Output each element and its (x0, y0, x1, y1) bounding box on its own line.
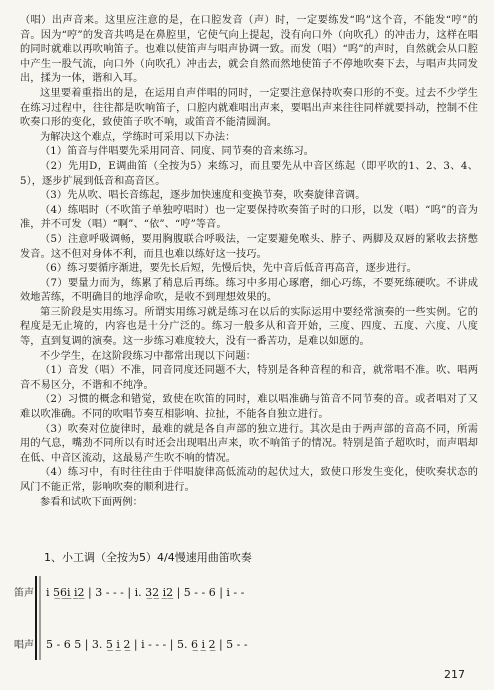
list-item: （7）要量力而为，练累了稍息后再练。练习中多用心琢磨，细心巧练，不要死练硬吹。不讲成效地苦练，不明确目的地浮命吹，是收不到理想效果的。 (20, 277, 478, 304)
example-title: 1、小工调（全按为5）4/4慢速用曲笛吹奏 (44, 551, 252, 564)
list-item: （2）习惯的概念和错觉，致使在吹笛的同时，难以唱准确与笛音不同节奏的音。或者唱对了又难以吹准确。不同的吹唱节奏互相影响、拉扯，不能各自独立进行。 (20, 394, 478, 421)
list-item: （1）音发（唱）不准，同音同度还同题不大，特别是各种音程的和音，就常唱不准。吹、唱两音不易区分，不谐和不纯净。 (20, 365, 478, 391)
paragraph: 参看和试吹下面两例： (40, 496, 143, 508)
list-item: （4）练唱时（不吹笛子单独哼唱时）也一定要保持吹奏笛子时的口形，以发（唱）“呜”的音为准，并不可发（唱）“啊”、“依”、“哼”等音。 (20, 204, 478, 231)
list-item: （2）先用D，E调曲笛（全按为5）来练习，而且要先从中音区练起（即平吹的1、2、3、4、5），逐步扩展到低音和高音区。 (20, 160, 478, 187)
list-item: （4）练习中，有时往往由于伴唱旋律高低流动的起伏过大，致使口形发生变化，使吹奏状态的风门不能正常，影响吹奏的顺利进行。 (20, 467, 478, 493)
list-item: （3）吹奏对位旋律时，最难的就是各自声部的独立进行。其次是由于两声部的音高不同，所需用的气息，嘴劲不同所以有时还会出现唱出声来，吹不响笛子的情况。特别是笛子超吹时，而声唱却在低、中音区流动，这最易产生吹不响的情况。 (20, 423, 478, 464)
paragraph: 第三阶段是实用练习。所谓实用练习就是练习在以后的实际运用中要经常演奏的一些实例。它的程度是无止境的，内容也是十分广泛的。练习一般多从和音开始，三度、四度、五度、六度、八度等，直到复调的演奏。这一步练习难度较大，没有一番苦功，是难以如愿的。 (20, 306, 478, 348)
list-item: （3）先从吹、唱长音练起，逐步加快速度和变换节奏，吹奏旋律音调。 (40, 190, 366, 202)
paragraph: （唱）出声音来。这里应注意的是，在口腔发音（声）时，一定要练发“呜”这个音，不能发“哼”的音。因为“哼”的发音共鸣是在鼻腔里，它使气向上提起，没有向口外（向吹孔）的冲击力，这样在唱的同时就难以再吹响笛子。也难以使笛声与唱声协调一致。而发（唱）“呜”的声时，自然就会从口腔中产生一股气流，向口外（向吹孔）冲击去，就会自然而然地使笛子不停地吹奏下去，与唱声共同发出，揉为一体，谐和入耳。 (20, 15, 478, 85)
page-number: 217 (444, 668, 465, 681)
paragraph: 为解决这个难点，学练时可采用以下办法： (40, 131, 236, 143)
staff-label-flute: 笛声 (14, 588, 34, 599)
staff-label-voice: 唱声 (14, 640, 34, 651)
list-item: （1）笛音与伴唱要先采用同音、同度、同节奏的音来练习。 (40, 146, 315, 158)
body-text (20, 14, 478, 510)
list-item: （5）注意呼吸调畅，要用胸腹联合呼吸法，一定要避免喉头、脖子、两脚及双唇的紧收去挤憋发音。这不但对身体不利，而且也难以练好这一技巧。 (20, 233, 478, 260)
paragraph: 不少学生，在这阶段练习中都常出现以下问题： (40, 350, 257, 362)
paragraph: 这里要着重指出的是，在运用自声伴唱的同时，一定要注意保持吹奏口形的不变。过去不少学生在练习过程中，往往都是吹响笛子，口腔内就难唱出声来，要唱出声来往往同样就要抖动，控制不住吹奏口形的变化，致使笛子吹不响，或笛音不能清圆润。 (20, 87, 478, 129)
flute-line: i 5̲6̲i̲ i̲2̲ | 3 - - - | i. 3̲2̲ i̲2̲ | 5 - - 6 | i - - (46, 586, 245, 599)
music-score (14, 568, 484, 668)
voice-line: 5 - 6 5 | 3. 5̲ i̲ 2̲ | i - - - | 5. 6̲ i̲ 2̲ | 5 - - (46, 638, 248, 651)
list-item: （6）练习要循序渐进，要先长后短，先慢后快，先中音后低音再高音，逐步进行。 (40, 263, 417, 275)
